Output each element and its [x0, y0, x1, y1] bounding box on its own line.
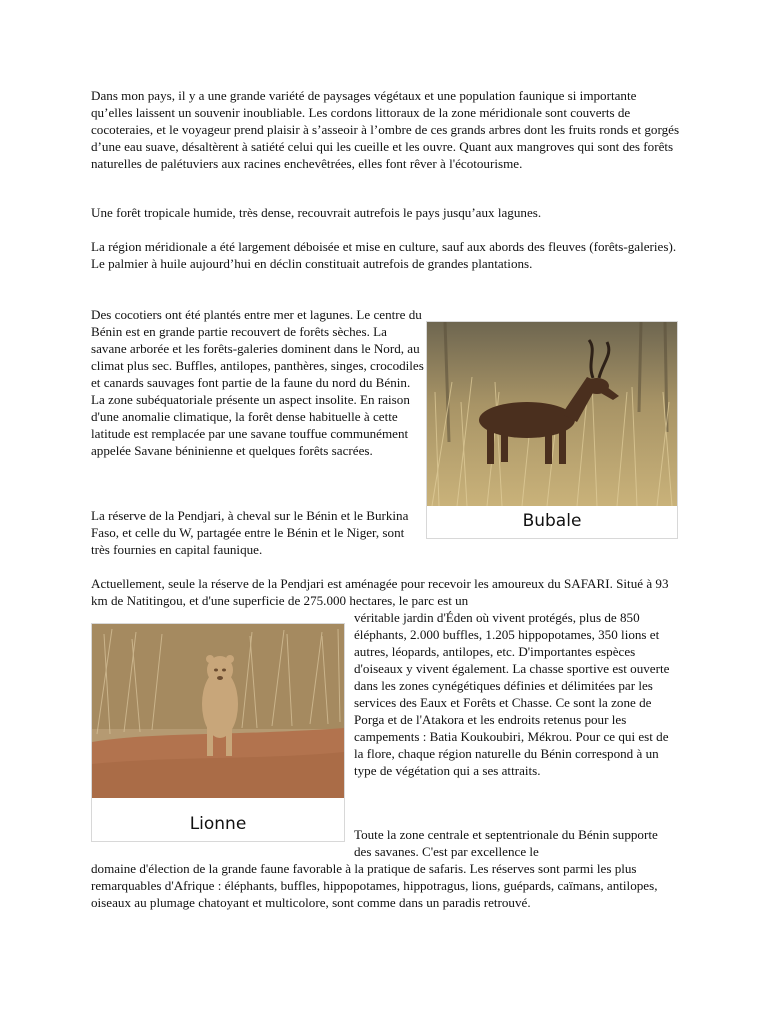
paragraph-pendjari-w: La réserve de la Pendjari, à cheval sur le Bénin et le Burkina Faso, et celle du W, partagée entre le Bénin et le Niger, sont très fournies en capital faunique.	[91, 508, 409, 557]
bubale-photo	[427, 322, 677, 506]
paragraph-southern-region: La région méridionale a été largement déboisée et mise en culture, sauf aux abords des fleuves (forêts-galeries). Le palmier à huile aujourd’hui en déclin constituait autrefois de grandes plantations.	[91, 239, 677, 271]
bubale-figure	[426, 321, 678, 539]
lionne-photo	[92, 624, 344, 798]
lionne-caption: Lionne	[189, 814, 247, 834]
paragraph-northern-end: domaine d'élection de la grande faune favorable à la pratique de safaris. Les réserves sont parmi les plus remarquables d'Afrique : éléphants, buffles, hippopotames, hippotragus, lions, guépards, caïmans, antilopes, oiseaux au plumage chatoyant et multicolore, sont comme dans un paradis retrouvé.	[91, 861, 658, 910]
bubale-caption: Bubale	[522, 511, 582, 531]
paragraph-northern-wrap: Toute la zone centrale et septentrionale du Bénin supporte des savanes. C'est par excellence le	[354, 827, 658, 859]
paragraph-tropical-forest: Une forêt tropicale humide, très dense, recouvrait autrefois le pays jusqu’aux lagunes.	[91, 205, 542, 220]
paragraph-savanna: Des cocotiers ont été plantés entre mer et lagunes. Le centre du Bénin est en grande partie recouvert de forêts sèches. La savane arborée et les forêts-galeries dominent dans le Nord, au climat plus sec. Buffles, antilopes, panthères, singes, crocodiles et canards sauvages font partie de la faune du nord du Bénin. La zone subéquatoriale présente un aspect insolite. En raison d'une anomalie climatique, la forêt dense habituelle à cette latitude est remplacée par une savane touffue communément appelée Savane béninienne et quelques forêts sacrées.	[91, 307, 424, 458]
paragraph-safari-wrap: véritable jardin d'Éden où vivent protégés, plus de 850 éléphants, 2.000 buffles, 1.205 hippopotames, 350 lions et autres, léopards, antilopes, etc. D'importantes espèces d'oiseaux y vivent également. La chasse sportive est ouverte dans les zones cynégétiques définies et délimitées par les services des Eaux et Forêts et Chasse. Ce sont la zone de Porga et de l'Atakora et les endroits retenus pour les campements : Batia Koukoubiri, Mékrou. Pour ce qui est de la flore, chaque région naturelle du Bénin correspond à un type de végétation qui a ses attraits.	[354, 610, 670, 778]
paragraph-safari-start: Actuellement, seule la réserve de la Pendjari est aménagée pour recevoir les amoureux du SAFARI. Situé à 93 km de Natitingou, et d'une superficie de 275.000 hectares, le parc est un	[91, 576, 669, 608]
paragraph-intro: Dans mon pays, il y a une grande variété de paysages végétaux et une population faunique si importante qu’elles laissent un souvenir inoubliable. Les cordons littoraux de la zone méridionale sont couverts de cocoteraies, et le voyageur prend plaisir à s’asseoir à l’ombre de ces grands arbres dont les fruits ronds et gorgés d’une eau suave, désaltèrent à satiété celui qui les cueille et les ouvre. Quant aux mangroves qui sont des forêts naturelles de palétuviers aux racines enchevêtrées, elles font rêver à l'écotourisme.	[91, 88, 680, 171]
lionne-figure	[91, 623, 345, 842]
